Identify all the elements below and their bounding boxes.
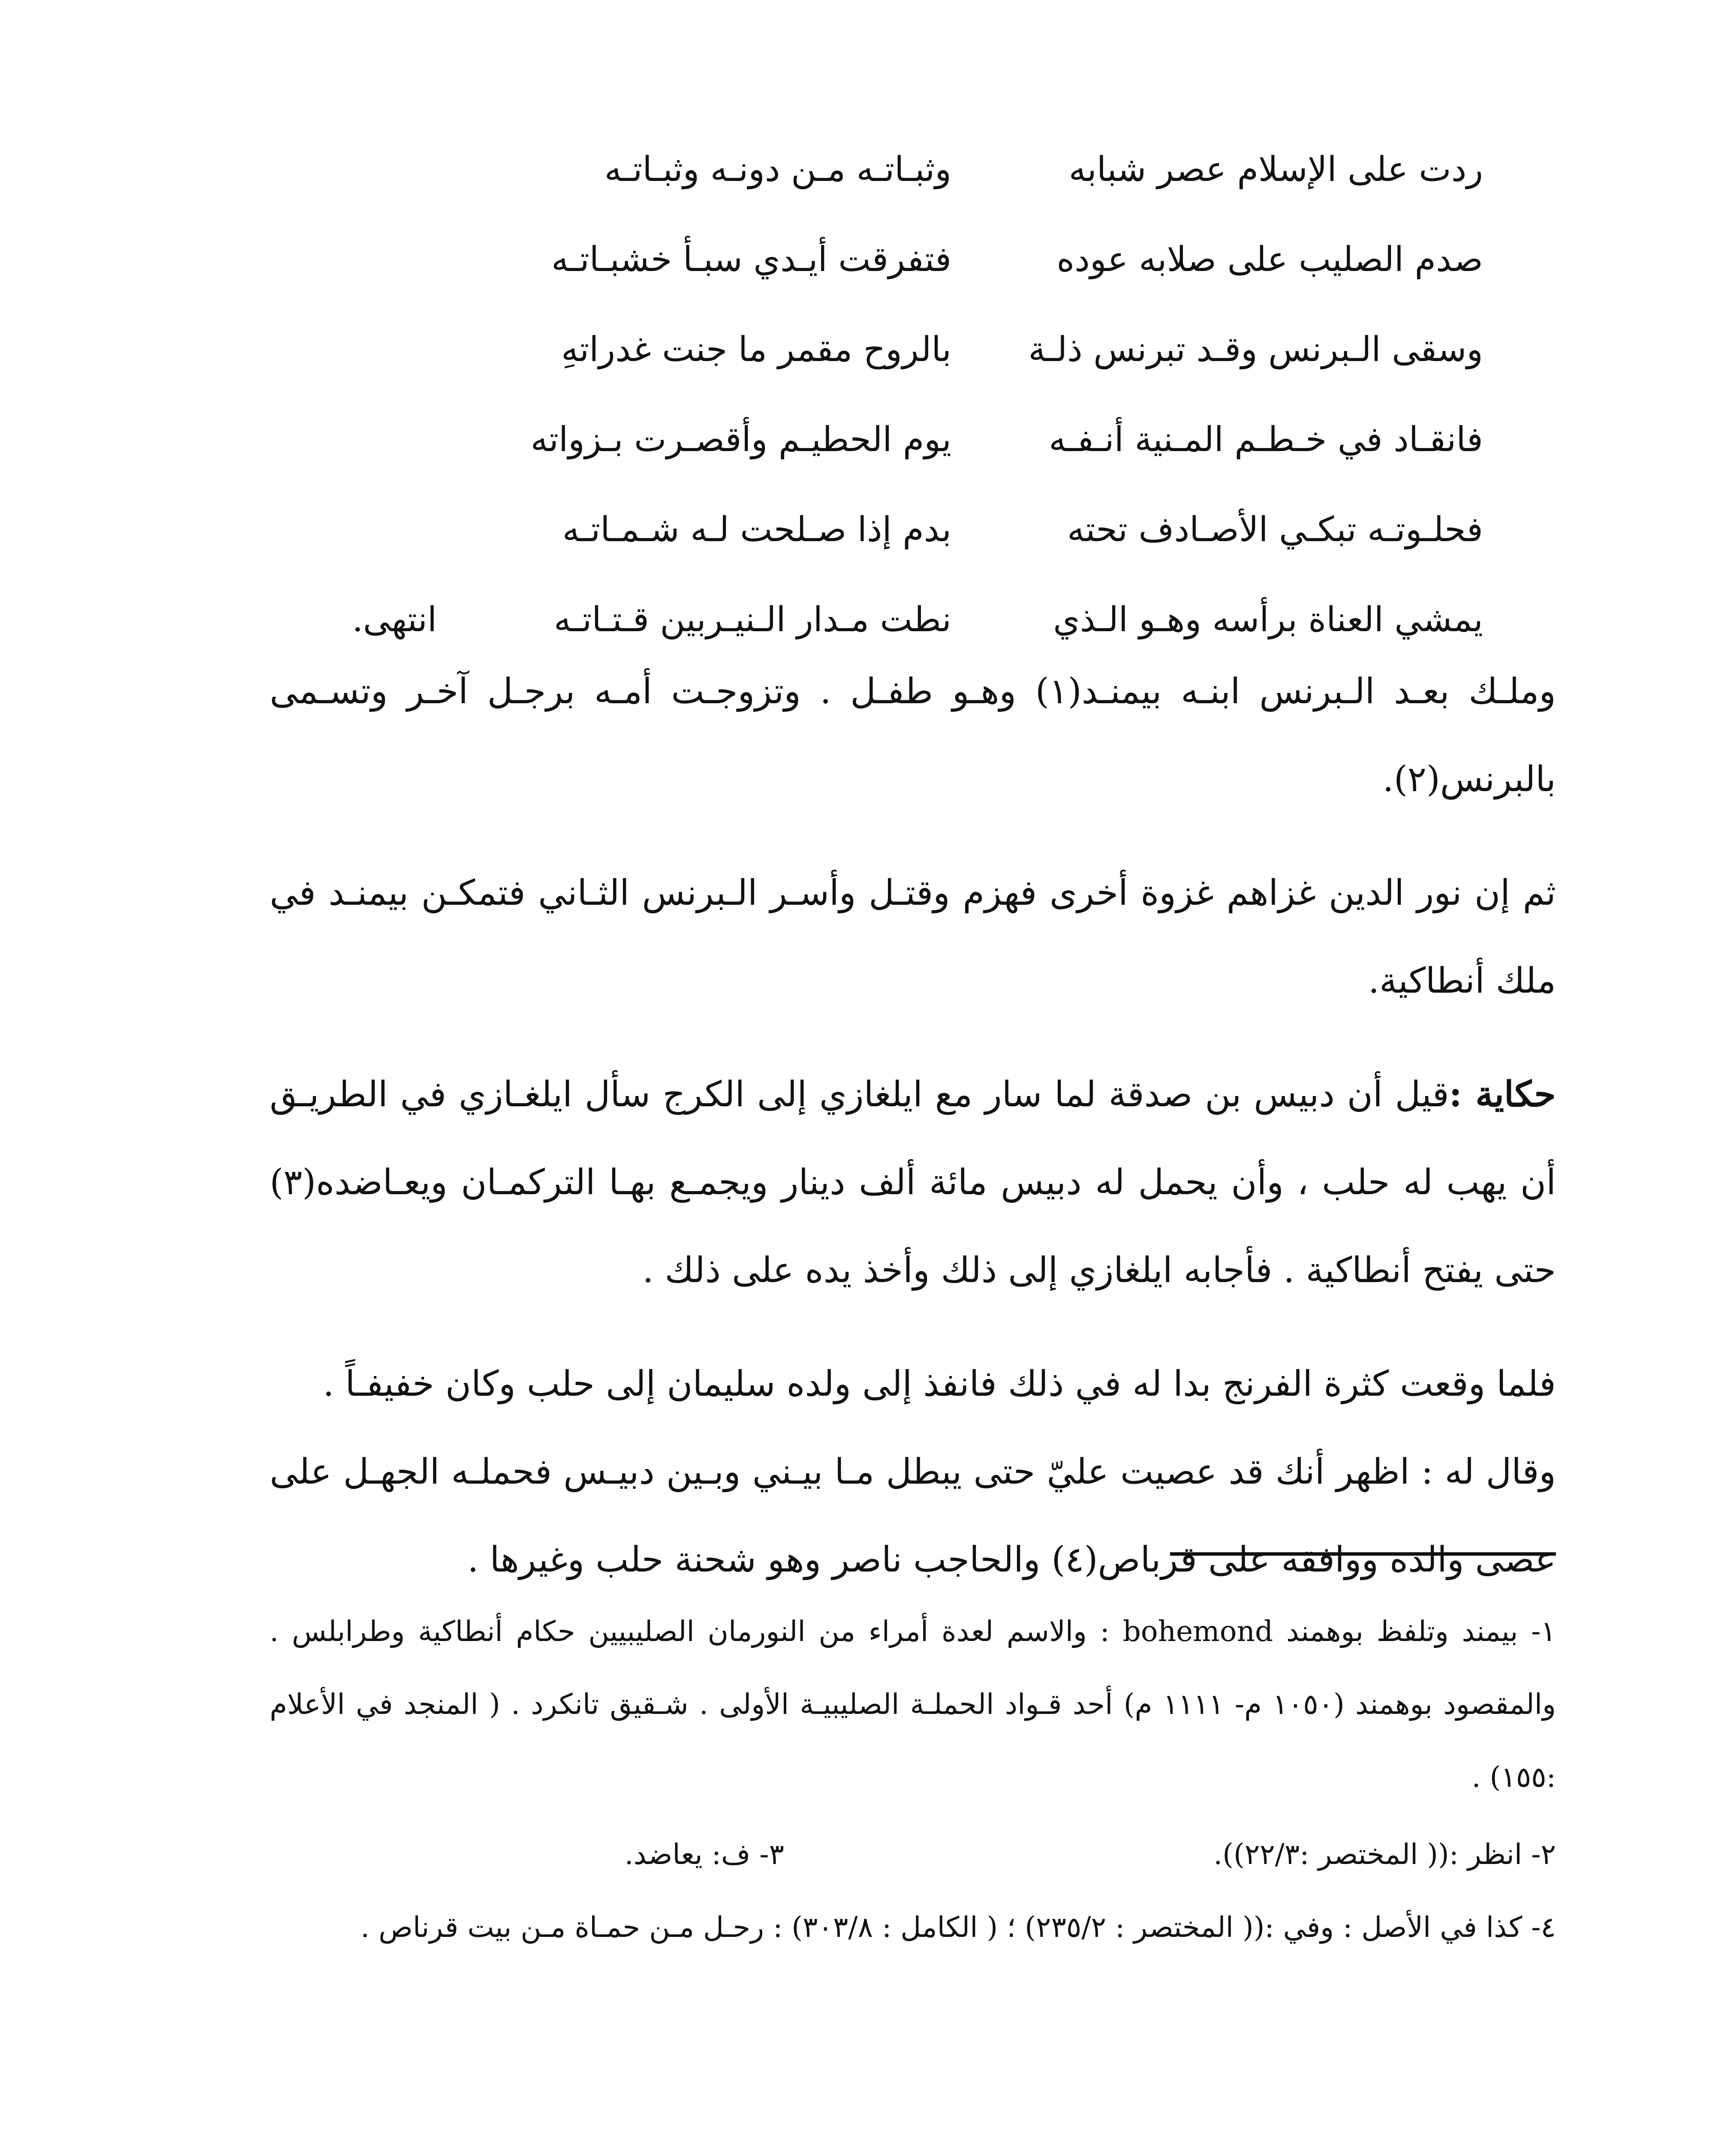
verse-second-hemistich: وثبـاتـه مـن دونـه وثبـاتـه — [604, 149, 951, 189]
poem-verse — [248, 124, 1483, 214]
footnote-3: ٣- ف: يعاضد. — [624, 1838, 784, 1871]
footnote-1: ١- بيمند وتلفظ بوهمند bohemond : والاسم لعدة أمراء من النورمان الصليبيين حكام أنطاكية وطرابلس . والمقصود بوهمند (١٠٥٠ م- ١١١١ م) أحد قـواد الحملـة الصليبيـة الأولى . شـقيق تانكرد . ( المنجد في الأعلام :١٥٥) . — [270, 1615, 1556, 1794]
verse-second-hemistich: بدم إذا صـلحت لـه شـمـاتـه — [562, 509, 951, 549]
verse-second-hemistich: فتفرقت أيـدي سبـأ خشبـاتـه — [551, 239, 951, 279]
paragraph-5: وقال له : اظهر أنك قد عصيت عليّ حتى يبطل مـا بيـني وبـين دبيـس فحملـه الجهـل على عصى والده ووافقه على قرباص(٤) والحاجب ناصر وهو شحنة حلب وغيرها . — [270, 1451, 1556, 1580]
poem-end-marker: انتهى. — [352, 599, 437, 639]
paragraph-3-text: قيل أن دبيس بن صدقة لما سار مع ايلغازي إلى الكرج سأل ايلغـازي في الطريـق أن يهب له حلب ، وأن يحمل له دبيس مائة ألف دينار ويجمـع بهـا التركمـان ويعـاضده(٣) حتى يفتح أنطاكية . فأجابه ايلغازي إلى ذلك وأخذ يده على ذلك . — [270, 1074, 1556, 1291]
footnote-separator — [1170, 1552, 1556, 1556]
footnote-row — [270, 1818, 1556, 1891]
paragraph-1: وملـك بعـد الـبرنس ابنـه بيمنـد(١) وهـو طفـل . وتزوجـت أمـه برجـل آخـر وتسـمى بالبرنس(٢). — [270, 671, 1556, 800]
verse-first-hemistich: وسقى الـبرنس وقـد تبرنس ذلـة — [1028, 329, 1483, 369]
verse-first-hemistich: صدم الصليب على صلابه عوده — [1056, 239, 1483, 279]
body-text — [270, 647, 1556, 1629]
anecdote-label: حكاية : — [1449, 1074, 1556, 1115]
verse-second-hemistich: يوم الحطيـم وأقصـرت بـزواته — [530, 419, 951, 459]
verse-first-hemistich: فانقـاد في خـطـم المـنية أنـفـه — [1049, 419, 1483, 459]
verse-second-hemistich: نطت مـدار الـنيـربين قـتـاتـه — [554, 599, 951, 639]
poem-verse — [248, 304, 1483, 394]
verse-first-hemistich: ردت على الإسلام عصر شبابه — [1068, 149, 1483, 189]
poem-block — [248, 124, 1483, 665]
poem-verse — [248, 485, 1483, 575]
paragraph-3 — [270, 1051, 1556, 1314]
paragraph-2: ثم إن نور الدين غزاهم غزوة أخرى فهزم وقتـل وأسـر الـبرنس الثـاني فتمكـن بيمنـد في ملك أنطاكية. — [270, 873, 1556, 1001]
footnotes — [270, 1595, 1556, 1968]
footnote-4: ٤- كذا في الأصل : وفي :(( المختصر : ٢٣٥/٢) ؛ ( الكامل : ٣٠٣/٨) : رحـل مـن حمـاة مـن بيت قرناص . — [361, 1911, 1556, 1944]
poem-verse — [248, 214, 1483, 304]
verse-first-hemistich: يمشي العناة برأسه وهـو الـذي — [1053, 599, 1483, 639]
verse-first-hemistich: فحلـوتـه تبكـي الأصـادف تحته — [1067, 509, 1483, 549]
footnote-2: ٢- انظر :(( المختصر :٢٢/٣)). — [1213, 1838, 1556, 1871]
verse-second-hemistich: بالروح مقمر ما جنت غدراتهِ — [561, 329, 951, 369]
paragraph-4: فلما وقعت كثرة الفرنج بدا له في ذلك فانفذ إلى ولده سليمان إلى حلب وكان خفيفـاً . — [323, 1364, 1556, 1404]
poem-verse — [248, 394, 1483, 485]
